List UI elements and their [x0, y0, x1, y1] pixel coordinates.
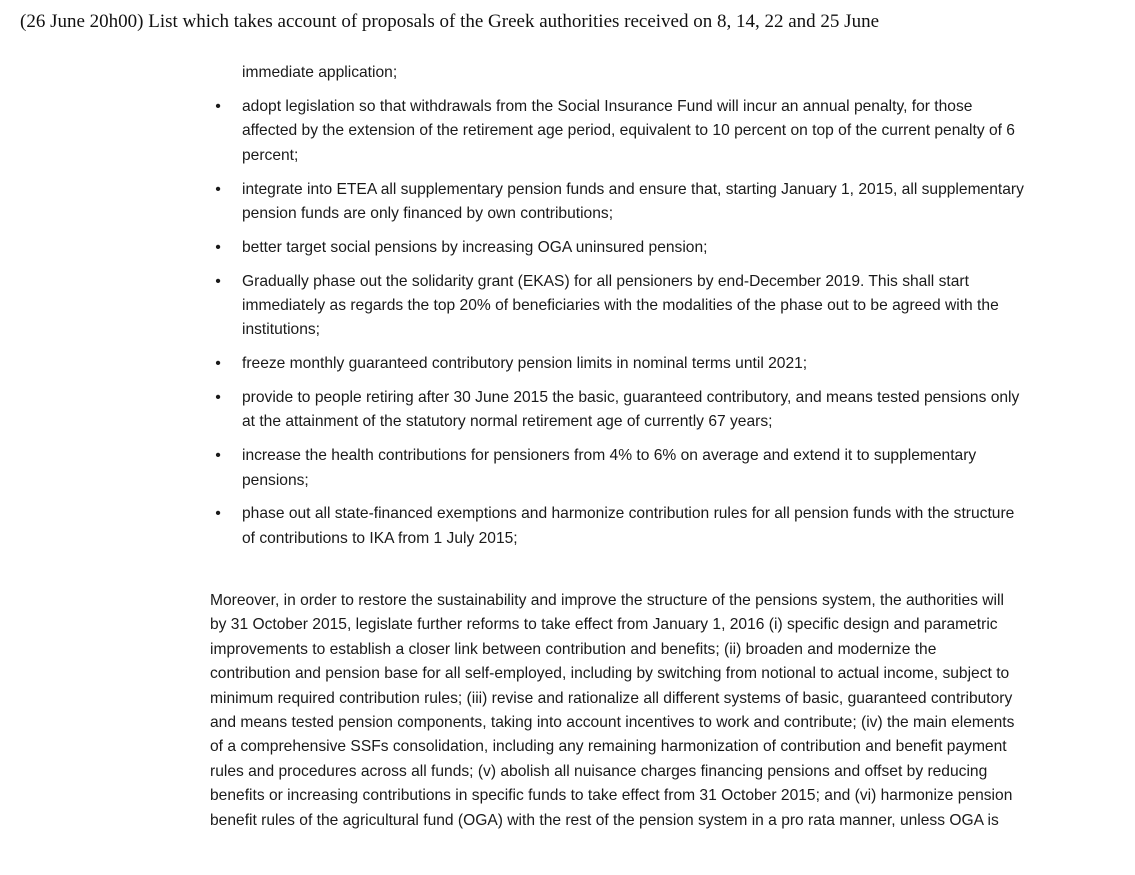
list-item-line: immediately as regards the top 20% of beneficiaries with the modalities of the phase out to be agreed with the	[242, 297, 999, 315]
bullet-icon: •	[215, 355, 221, 373]
list-item-line: percent;	[242, 146, 299, 164]
list-item-line: phase out all state-financed exemptions and harmonize contribution rules for all pension funds with the structure	[242, 505, 1015, 523]
list-item	[0, 95, 1135, 168]
list-item-line: Gradually phase out the solidarity grant (EKAS) for all pensioners by end-December 2019. This shall start	[242, 272, 969, 290]
page-header	[20, 10, 1120, 34]
list-item-line: freeze monthly guaranteed contributory pension limits in nominal terms until 2021;	[242, 355, 808, 373]
bullet-icon: •	[215, 389, 221, 407]
paragraph-line: rules and procedures across all funds; (v) abolish all nuisance charges financing pensions and offset by reducing	[210, 762, 988, 780]
paragraph-line: benefits or increasing contributions in specific funds to take effect from 31 October 2015; and (vi) harmonize pension	[210, 787, 1013, 805]
bullet-icon: •	[215, 447, 221, 465]
list-item-line: better target social pensions by increasing OGA uninsured pension;	[242, 238, 708, 256]
list-item-line: pension funds are only financed by own contributions;	[242, 205, 614, 223]
paragraph-line: and means tested pension components, taking into account incentives to work and contribute; (iv) the main elements	[210, 714, 1015, 732]
list-item	[0, 386, 1135, 435]
paragraph-line: by 31 October 2015, legislate further reforms to take effect from January 1, 2016 (i) specific design and parametric	[210, 616, 998, 634]
body-paragraph	[210, 589, 1090, 833]
continuation-line: immediate application;	[242, 64, 398, 81]
list-item-line: adopt legislation so that withdrawals from the Social Insurance Fund will incur an annual penalty, for those	[242, 98, 973, 115]
paragraph-line: improvements to establish a closer link between contribution and benefits; (ii) broaden and modernize the	[210, 640, 937, 658]
list-item-line: increase the health contributions for pensioners from 4% to 6% on average and extend it to supplementary	[242, 447, 977, 465]
list-item-line: pensions;	[242, 471, 309, 489]
paragraph-line: contribution and pension base for all self-employed, including by switching from notional to actual income, subject to	[210, 665, 1010, 683]
paragraph-line: minimum required contribution rules; (iii) revise and rationalize all different systems of basic, guaranteed contributory	[210, 689, 1013, 707]
list-item-line: at the attainment of the statutory normal retirement age of currently 67 years;	[242, 413, 773, 431]
list-item-line: affected by the extension of the retirement age period, equivalent to 10 percent on top of the current penalty of 6	[242, 122, 1015, 140]
list-item-line: of contributions to IKA from 1 July 2015;	[242, 529, 518, 547]
bullet-list	[0, 95, 1135, 561]
bullet-icon: •	[215, 272, 221, 290]
list-item	[0, 178, 1135, 227]
bullet-icon: •	[215, 98, 221, 115]
list-item	[0, 236, 1135, 260]
list-item-line: integrate into ETEA all supplementary pension funds and ensure that, starting January 1, 2015, all supplementary	[242, 180, 1024, 198]
paragraph-line: Moreover, in order to restore the sustainability and improve the structure of the pensions system, the authorities will	[210, 592, 1004, 609]
list-item	[0, 270, 1135, 343]
page-title: (26 June 20h00) List which takes account of proposals of the Greek authorities received on 8, 14, 22 and 25 June	[20, 11, 879, 32]
list-item	[0, 502, 1135, 551]
list-item-line: institutions;	[242, 321, 321, 339]
list-item	[0, 352, 1135, 376]
bullet-icon: •	[215, 505, 221, 523]
list-item	[0, 444, 1135, 493]
paragraph-line: of a comprehensive SSFs consolidation, including any remaining harmonization of contribution and benefit payment	[210, 738, 1007, 756]
bullet-icon: •	[215, 238, 221, 256]
list-item-line: provide to people retiring after 30 June 2015 the basic, guaranteed contributory, and means tested pensions only	[242, 389, 1020, 407]
bullet-icon: •	[215, 180, 221, 198]
paragraph-line: benefit rules of the agricultural fund (OGA) with the rest of the pension system in a pro rata manner, unless OGA is	[210, 811, 999, 829]
